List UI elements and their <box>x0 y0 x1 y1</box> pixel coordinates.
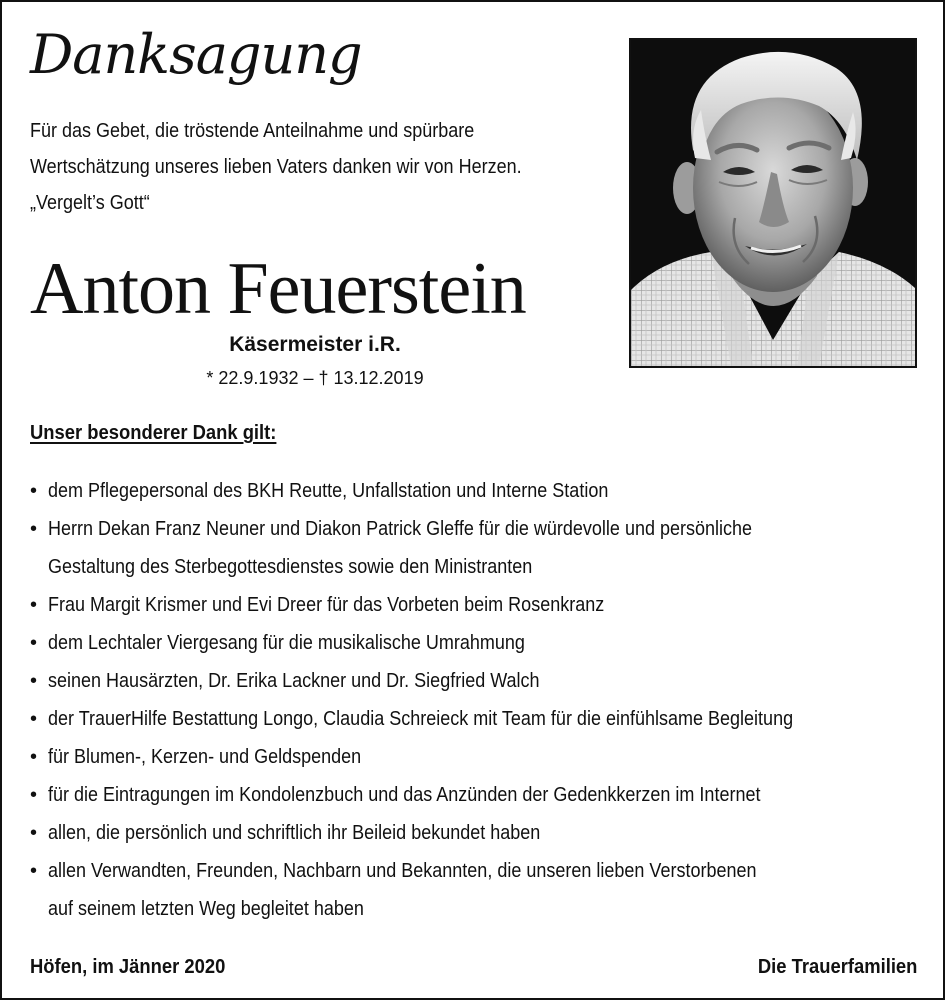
list-item-text: für die Eintragungen im Kondolenzbuch und das Anzünden der Gedenkkerzen im Internet <box>48 784 761 806</box>
list-item <box>30 814 920 852</box>
list-item <box>30 852 920 928</box>
place-date: Höfen, im Jänner 2020 <box>30 956 226 978</box>
bullet-icon: • <box>30 594 38 616</box>
list-item-text: dem Pflegepersonal des BKH Reutte, Unfallstation und Interne Station <box>48 480 609 502</box>
thanks-heading: Unser besonderer Dank gilt: <box>30 422 277 444</box>
list-item <box>30 472 920 510</box>
list-item-text: seinen Hausärzten, Dr. Erika Lackner und Dr. Siegfried Walch <box>48 670 540 692</box>
list-item-text: allen, die persönlich und schriftlich ihr Beileid bekundet haben <box>48 822 541 844</box>
list-item <box>30 738 920 776</box>
list-item-text: dem Lechtaler Viergesang für die musikalische Umrahmung <box>48 632 525 654</box>
list-item <box>30 662 920 700</box>
bullet-icon: • <box>30 670 38 692</box>
deceased-profession: Käsermeister i.R. <box>229 333 401 356</box>
list-item-text: der TrauerHilfe Bestattung Longo, Claudia Schreieck mit Team für die einfühlsame Begleitung <box>48 708 794 730</box>
intro-line: Wertschätzung unseres lieben Vaters danken wir von Herzen. <box>30 156 522 178</box>
list-item <box>30 586 920 624</box>
list-item <box>30 776 920 814</box>
portrait-illustration <box>631 40 915 366</box>
list-item-text: Frau Margit Krismer und Evi Dreer für das Vorbeten beim Rosenkranz <box>48 594 605 616</box>
bullet-icon: • <box>30 632 38 654</box>
notice-title: Danksagung <box>30 23 362 86</box>
intro-text <box>30 113 620 221</box>
list-item <box>30 700 920 738</box>
bullet-icon: • <box>30 708 38 730</box>
list-item-text: allen Verwandten, Freunden, Nachbarn und Bekannten, die unseren lieben Verstorbenen auf seinem letzten Weg begleitet haben <box>48 860 757 920</box>
intro-line: „Vergelt’s Gott“ <box>30 192 150 214</box>
list-item <box>30 624 920 662</box>
portrait-photo <box>629 38 917 368</box>
life-dates: * 22.9.1932 – † 13.12.2019 <box>206 368 424 388</box>
bullet-icon: • <box>30 518 38 540</box>
intro-line: Für das Gebet, die tröstende Anteilnahme und spürbare <box>30 120 475 142</box>
bullet-icon: • <box>30 746 38 768</box>
bullet-icon: • <box>30 860 38 882</box>
signature: Die Trauerfamilien <box>757 956 917 978</box>
thanks-list <box>30 472 920 928</box>
list-item-text: Herrn Dekan Franz Neuner und Diakon Patrick Gleffe für die würdevolle und persönliche Gestaltung des Sterbegottesdienstes sowie den Ministranten <box>48 518 753 578</box>
bullet-icon: • <box>30 784 38 806</box>
bullet-icon: • <box>30 822 38 844</box>
list-item <box>30 510 920 586</box>
list-item-text: für Blumen-, Kerzen- und Geldspenden <box>48 746 362 768</box>
bullet-icon: • <box>30 480 38 502</box>
deceased-name: Anton Feuerstein <box>30 248 526 330</box>
